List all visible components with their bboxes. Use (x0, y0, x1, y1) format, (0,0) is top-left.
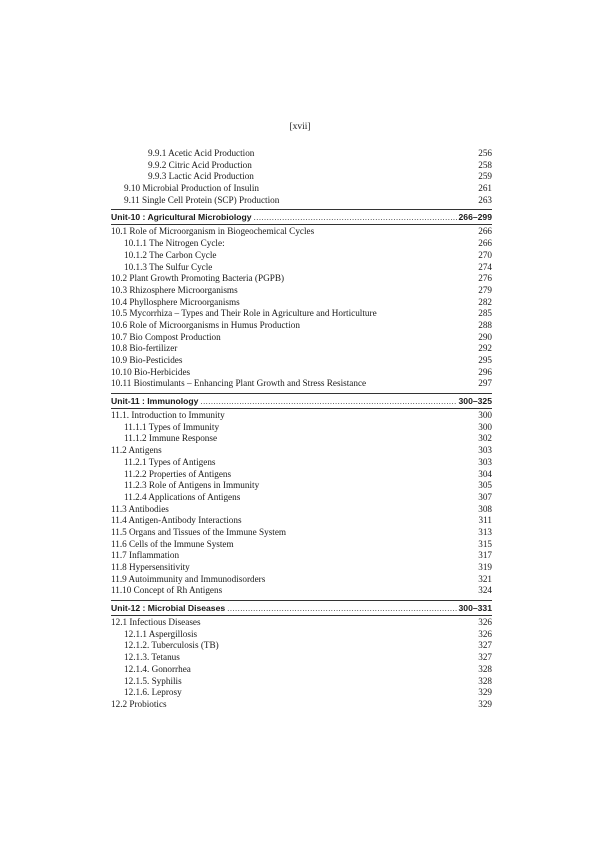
entry-title: 12.1.1 Aspergillosis (124, 628, 198, 639)
unit-page-range: 300–325 (458, 396, 492, 407)
entry-title: 10.4 Phyllosphere Microorganisms (111, 296, 240, 307)
toc-entry[interactable] (111, 297, 492, 309)
unit-heading[interactable] (111, 600, 492, 616)
entry-page-number: 326 (478, 628, 492, 639)
entry-title: 12.1.4. Gonorrhea (124, 663, 191, 674)
toc-entry[interactable] (111, 480, 492, 492)
entry-page-number: 266 (478, 238, 492, 249)
unit-title: Unit-10 : Agricultural Microbiology (111, 212, 252, 223)
entry-title: 10.6 Role of Microorganisms in Humus Production (111, 319, 300, 330)
entry-title: 12.1 Infectious Diseases (111, 617, 201, 628)
toc-entry[interactable] (111, 629, 492, 641)
entry-page-number: 290 (478, 331, 492, 342)
entry-page-number: 261 (478, 183, 492, 194)
entry-title: 11.4 Antigen-Antibody Interactions (111, 515, 242, 526)
entry-title: 11.2.1 Types of Antigens (124, 456, 216, 467)
entry-page-number: 302 (478, 433, 492, 444)
entry-page-number: 259 (478, 171, 492, 182)
entry-title: 10.1.1 The Nitrogen Cycle: (124, 238, 225, 249)
toc-entry[interactable] (111, 699, 492, 711)
entry-title: 11.2.2 Properties of Antigens (124, 468, 232, 479)
entry-page-number: 270 (478, 249, 492, 260)
entry-title: 11.7 Inflammation (111, 550, 180, 561)
entry-title: 11.2.3 Role of Antigens in Immunity (124, 480, 260, 491)
entry-page-number: 305 (478, 480, 492, 491)
entry-title: 10.1 Role of Microorganism in Biogeochemical Cycles (111, 226, 315, 237)
toc-entry[interactable] (111, 585, 492, 597)
entry-page-number: 311 (478, 515, 492, 526)
toc-entry[interactable] (111, 515, 492, 527)
entry-title: 11.8 Hypersensitivity (111, 562, 190, 572)
entry-title: 12.1.3. Tetanus (124, 652, 180, 663)
toc-entry[interactable] (111, 617, 492, 629)
entry-page-number: 297 (478, 378, 492, 389)
entry-page-number: 327 (478, 652, 492, 663)
entry-title: 11.1.1 Types of Immunity (124, 421, 220, 432)
entry-page-number: 324 (478, 585, 492, 596)
entry-title: 9.9.3 Lactic Acid Production (148, 171, 254, 182)
entry-title: 10.11 Biostimulants – Enhancing Plant Growth and Stress Resistance (111, 378, 367, 389)
toc-entry[interactable] (111, 378, 492, 390)
toc-entry[interactable] (111, 422, 492, 434)
entry-title: 10.5 Mycorrhiza – Types and Their Role in Agriculture and Horticulture (111, 308, 377, 319)
toc-entry[interactable] (111, 527, 492, 539)
entry-title: 10.1.3 The Sulfur Cycle (124, 261, 213, 272)
entry-title: 10.1.2 The Carbon Cycle (124, 249, 217, 260)
entry-title: 11.3 Antibodies (111, 503, 169, 514)
entry-page-number: 315 (478, 538, 492, 549)
toc-entry[interactable] (111, 148, 492, 160)
toc-entry[interactable] (111, 320, 492, 332)
entry-page-number: 288 (478, 319, 492, 330)
toc-entry[interactable] (111, 160, 492, 172)
toc-entry[interactable] (111, 273, 492, 285)
dot-leader (200, 394, 456, 408)
entry-title: 10.7 Bio Compost Production (111, 331, 221, 342)
entry-title: 11.10 Concept of Rh Antigens (111, 585, 223, 596)
unit-title: Unit-12 : Microbial Diseases (111, 603, 226, 614)
toc-entry[interactable] (111, 285, 492, 297)
page-number: [xvii] (289, 122, 311, 132)
dot-leader (254, 210, 457, 224)
entry-title: 12.1.6. Leprosy (124, 687, 182, 698)
toc-entry[interactable] (111, 308, 492, 320)
toc-entry[interactable] (111, 550, 492, 562)
entry-page-number: 276 (478, 273, 492, 284)
table-of-contents (111, 148, 492, 711)
toc-entry[interactable] (111, 652, 492, 664)
unit-title: Unit-11 : Immunology (111, 396, 199, 407)
entry-page-number: 307 (478, 491, 492, 502)
entry-title: 9.9.2 Citric Acid Production (148, 159, 252, 170)
toc-entry[interactable] (111, 504, 492, 516)
toc-entry[interactable] (111, 676, 492, 688)
entry-page-number: 328 (478, 675, 492, 686)
entry-title: 11.2.4 Applications of Antigens (124, 491, 241, 502)
entry-title: 12.1.5. Syphilis (124, 675, 182, 686)
toc-entry[interactable] (111, 171, 492, 183)
entry-page-number: 326 (478, 617, 492, 628)
entry-title: 10.2 Plant Growth Promoting Bacteria (PGPB) (111, 273, 285, 284)
entry-title: 10.10 Bio-Herbicides (111, 366, 191, 377)
toc-entry[interactable] (111, 469, 492, 481)
toc-entry[interactable] (111, 226, 492, 238)
entry-title: 11.6 Cells of the Immune System (111, 538, 234, 549)
toc-entry[interactable] (111, 433, 492, 445)
toc-entry[interactable] (111, 410, 492, 422)
toc-entry[interactable] (111, 238, 492, 250)
entry-page-number: 304 (478, 468, 492, 479)
toc-entry[interactable] (111, 343, 492, 355)
unit-heading[interactable] (111, 393, 492, 409)
entry-page-number: 279 (478, 284, 492, 295)
entry-title: 12.2 Probiotics (111, 698, 167, 709)
entry-page-number: 282 (478, 296, 492, 307)
entry-title: 10.8 Bio-fertilizer (111, 343, 178, 354)
entry-page-number: 308 (478, 503, 492, 514)
toc-entry[interactable] (111, 355, 492, 367)
toc-entry[interactable] (111, 262, 492, 274)
entry-page-number: 319 (478, 562, 492, 572)
entry-page-number: 258 (478, 159, 492, 170)
toc-entry[interactable] (111, 332, 492, 344)
entry-title: 9.11 Single Cell Protein (SCP) Production (124, 194, 280, 205)
entry-page-number: 295 (478, 355, 492, 365)
toc-entry[interactable] (111, 574, 492, 586)
toc-entry[interactable] (111, 195, 492, 207)
entry-page-number: 327 (478, 640, 492, 651)
entry-title: 9.9.1 Acetic Acid Production (148, 148, 255, 158)
entry-title: 11.5 Organs and Tissues of the Immune System (111, 526, 287, 537)
toc-entry[interactable] (111, 562, 492, 574)
toc-entry[interactable] (111, 445, 492, 457)
entry-page-number: 266 (478, 226, 492, 237)
entry-title: 10.3 Rhizosphere Microorganisms (111, 284, 238, 295)
entry-page-number: 256 (478, 148, 492, 158)
dot-leader (227, 601, 456, 615)
entry-title: 11.1.2 Immune Response (124, 433, 218, 444)
entry-page-number: 328 (478, 663, 492, 674)
toc-entry[interactable] (111, 250, 492, 262)
toc-entry[interactable] (111, 183, 492, 195)
entry-page-number: 303 (478, 456, 492, 467)
entry-page-number: 296 (478, 366, 492, 377)
entry-page-number: 321 (478, 573, 492, 584)
entry-page-number: 303 (478, 445, 492, 456)
entry-title: 10.9 Bio-Pesticides (111, 355, 183, 365)
toc-entry[interactable] (111, 539, 492, 551)
entry-title: 11.2 Antigens (111, 445, 162, 456)
entry-page-number: 263 (478, 194, 492, 205)
entry-title: 12.1.2. Tuberculosis (TB) (124, 640, 219, 651)
entry-page-number: 285 (478, 308, 492, 319)
toc-entry[interactable] (111, 492, 492, 504)
entry-page-number: 317 (478, 550, 492, 561)
entry-page-number: 300 (478, 421, 492, 432)
entry-title: 9.10 Microbial Production of Insulin (124, 183, 259, 194)
entry-page-number: 292 (478, 343, 492, 354)
toc-entry[interactable] (111, 457, 492, 469)
entry-page-number: 329 (478, 698, 492, 709)
toc-entry[interactable] (111, 687, 492, 699)
entry-page-number: 313 (478, 526, 492, 537)
entry-title: 11.1. Introduction to Immunity (111, 410, 225, 421)
entry-title: 11.9 Autoimmunity and Immunodisorders (111, 573, 266, 584)
unit-page-range: 300–331 (458, 603, 492, 614)
entry-page-number: 300 (478, 410, 492, 421)
toc-entry[interactable] (111, 367, 492, 379)
toc-entry[interactable] (111, 640, 492, 652)
unit-heading[interactable] (111, 209, 492, 225)
toc-entry[interactable] (111, 664, 492, 676)
entry-page-number: 329 (478, 687, 492, 698)
entry-page-number: 274 (478, 261, 492, 272)
unit-page-range: 266–299 (458, 212, 492, 223)
